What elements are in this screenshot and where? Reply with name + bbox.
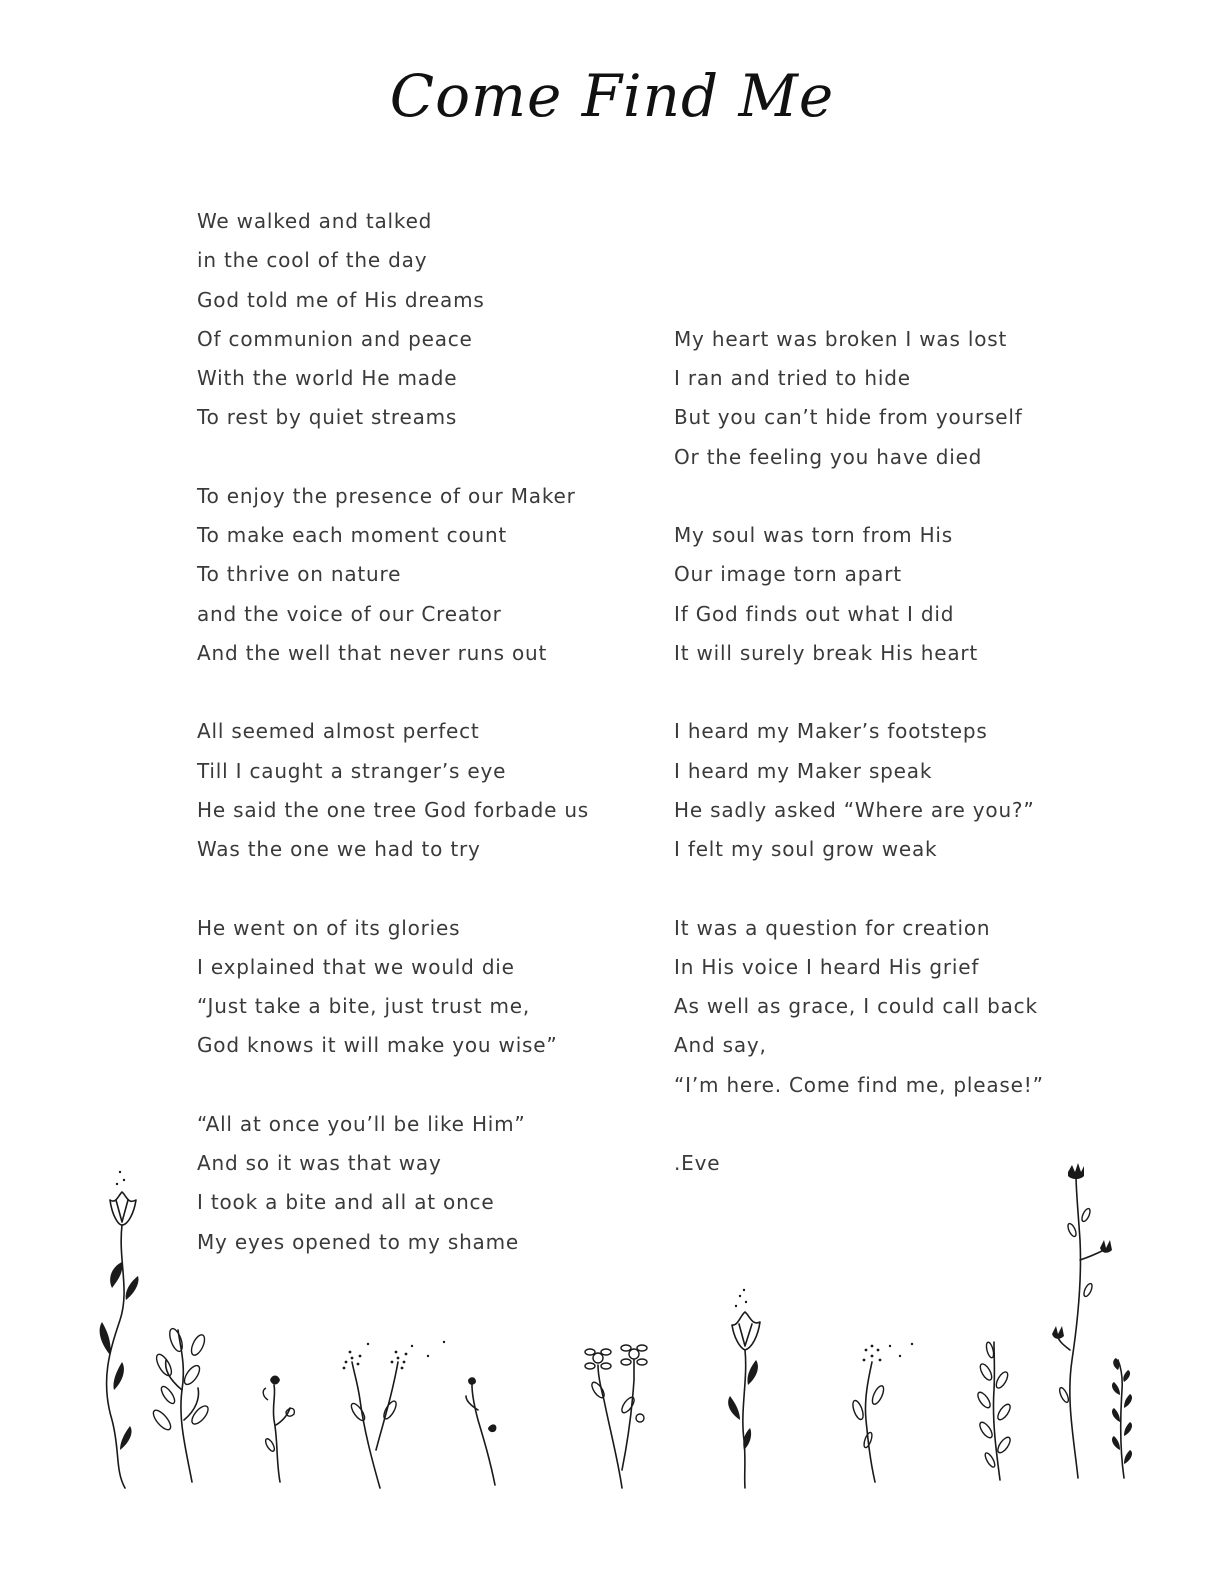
poem-line: My heart was broken I was lost [674, 326, 1008, 351]
poem-line: and the voice of our Creator [197, 601, 502, 626]
poem-line: My soul was torn from His [674, 523, 953, 547]
poem-line: Or the feeling you have died [674, 444, 983, 469]
right-column [674, 202, 1124, 1183]
poem-line: He said the one tree God forbade us [197, 797, 590, 822]
poem-line: Till I caught a stranger’s eye [197, 758, 507, 783]
poem-line: As well as grace, I could call back [674, 994, 1038, 1018]
poem-line: In His voice I heard His grief [674, 954, 980, 979]
column-offset [674, 241, 1124, 280]
stanza-gap [674, 673, 1124, 712]
poem-line: All seemed almost perfect [197, 719, 480, 744]
column-offset [674, 202, 1124, 241]
leafy-branch-icon [150, 1327, 210, 1482]
stanza-gap [674, 869, 1124, 908]
daisy-flower-icon [585, 1345, 647, 1488]
poem-line: And the well that never runs out [197, 640, 548, 665]
tulip-flower-icon [728, 1289, 760, 1488]
poem-line: in the cool of the day [197, 248, 428, 273]
column-offset [674, 281, 1124, 320]
poem-line: I heard my Maker’s footsteps [674, 719, 988, 744]
poem-line: If God finds out what I did [674, 601, 955, 626]
poem-line: To thrive on nature [197, 562, 402, 587]
poem-line: Of communion and peace [197, 326, 473, 351]
poem-line: It will surely break His heart [674, 640, 979, 665]
left-column [197, 202, 627, 1262]
poem-signature: .Eve [674, 1151, 721, 1175]
poem-line: My eyes opened to my shame [197, 1229, 519, 1254]
fern-branch-icon [976, 1341, 1013, 1480]
tall-wildflower-icon [1052, 1163, 1112, 1478]
poem-line: We walked and talked [197, 209, 433, 233]
poem-line: “All at once you’ll be like Him” [197, 1111, 526, 1136]
dandelion-flower-icon [851, 1343, 913, 1482]
stanza-gap [197, 1066, 627, 1105]
poem-line: To make each moment count [197, 523, 508, 547]
poem-line: “I’m here. Come find me, please!” [674, 1072, 1044, 1097]
stanza-gap [197, 673, 627, 712]
stanza-gap [197, 869, 627, 908]
poem-line: I heard my Maker speak [674, 758, 933, 783]
poem-line: And say, [674, 1033, 767, 1058]
poem-line: “Just take a bite, just trust me, [197, 994, 531, 1018]
poem-line: God knows it will make you wise” [197, 1033, 558, 1058]
stanza-gap [674, 1105, 1124, 1144]
small-sprig-icon [263, 1376, 294, 1483]
poem-line: I explained that we would die [197, 954, 515, 979]
poem-line: To rest by quiet streams [197, 405, 458, 430]
bud-sprig-icon [466, 1377, 496, 1485]
poem-line: He sadly asked “Where are you?” [674, 797, 1035, 822]
poem-line: I took a bite and all at once [197, 1190, 495, 1215]
poem-title: Come Find Me [389, 62, 835, 130]
poem-line: It was a question for creation [674, 915, 991, 940]
wildflower-border [0, 1150, 1224, 1550]
tulip-flower-icon [100, 1171, 139, 1488]
poem-line: But you can’t hide from yourself [674, 405, 1023, 430]
poem-line: He went on of its glories [197, 915, 461, 940]
poem-line: I ran and tried to hide [674, 366, 911, 390]
dandelion-flower-icon [343, 1341, 446, 1488]
poem-line: I felt my soul grow weak [674, 837, 938, 861]
poem-line: To enjoy the presence of our Maker [197, 483, 576, 508]
dark-fern-icon [1112, 1358, 1132, 1478]
poem-line: And so it was that way [197, 1151, 442, 1175]
poem-line: God told me of His dreams [197, 287, 485, 312]
poem-line: Was the one we had to try [197, 837, 481, 861]
stanza-gap [674, 477, 1124, 516]
stanza-gap [197, 438, 627, 477]
poem-line: With the world He made [197, 366, 458, 390]
poem-line: Our image torn apart [674, 562, 902, 587]
